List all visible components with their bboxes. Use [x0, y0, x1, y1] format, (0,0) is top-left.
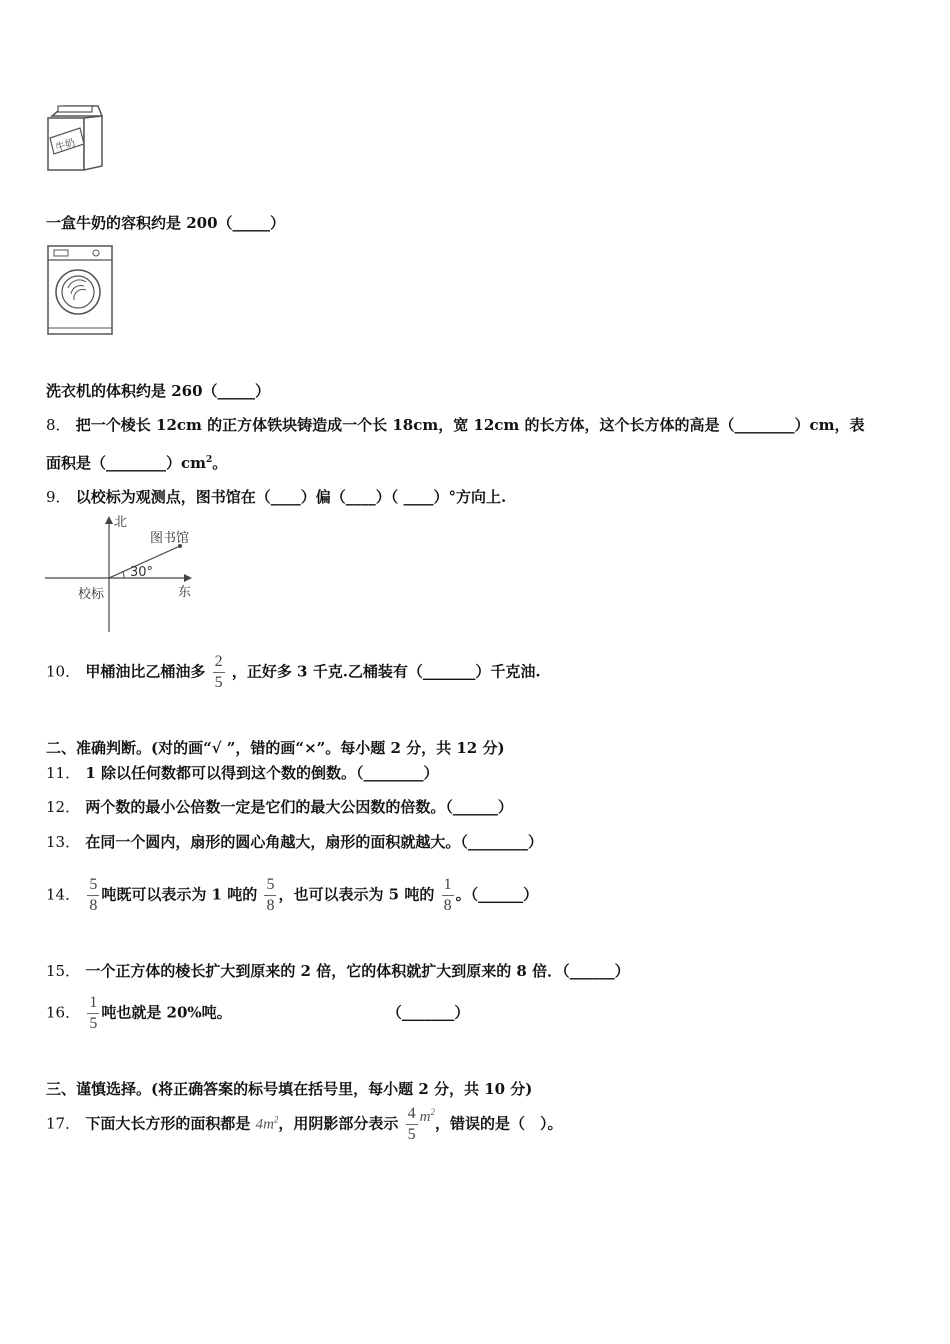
question-14-end: 。（______）: [455, 885, 539, 904]
question-14: [46, 875, 538, 916]
area-value: 4m: [255, 1116, 274, 1133]
question-17: [46, 1104, 563, 1145]
question-16-text: 吨也就是 20%吨。: [101, 1003, 232, 1022]
question-washer-text: 洗衣机的体积约是 260（_____）: [46, 382, 271, 400]
section-3-title: [46, 1078, 532, 1099]
question-number: 10．: [46, 662, 81, 681]
question-number: 14．: [46, 885, 81, 904]
section-3-title-text: 三、谨慎选择。(将正确答案的标号填在括号里，每小题 2 分，共 10 分): [46, 1080, 533, 1098]
question-17-pre: 下面大长方形的面积都是: [85, 1114, 251, 1133]
unit-m: m: [419, 1108, 431, 1125]
fraction-denominator: 5: [407, 1126, 416, 1143]
fraction-numerator: 1: [89, 994, 98, 1011]
question-milk: [46, 212, 285, 233]
compass-angle-label: 30°: [130, 565, 154, 580]
section-2-title-text: 二、准确判断。(对的画“√ ”，错的画“×”。每小题 2 分，共 12 分): [46, 739, 505, 757]
fraction: [87, 875, 99, 916]
question-number: 12．: [46, 798, 81, 816]
question-11: [46, 762, 439, 783]
question-14-mid1: 吨既可以表示为 1 吨的: [101, 885, 258, 904]
milk-carton-label: 牛奶: [54, 137, 77, 155]
milk-carton-image: [44, 104, 106, 174]
question-8-line2: 面积是（________）cm: [46, 454, 207, 472]
fraction-denominator: 5: [214, 674, 223, 691]
question-10: [46, 652, 541, 693]
question-9: [46, 486, 506, 507]
superscript: 2: [206, 455, 213, 465]
compass-east-label: 东: [178, 585, 192, 600]
question-8-continued: [46, 452, 227, 473]
fraction-numerator: 4: [407, 1105, 416, 1122]
fraction-denominator: 5: [89, 1015, 98, 1032]
question-11-text: 1 除以任何数都可以得到这个数的倒数。（________）: [85, 764, 439, 782]
fraction-numerator: 2: [214, 653, 223, 670]
washing-machine-image: [44, 244, 116, 336]
question-number: 17．: [46, 1114, 81, 1133]
question-13-text: 在同一个圆内，扇形的圆心角越大，扇形的面积就越大。（________）: [85, 833, 543, 851]
question-number: 8．: [46, 416, 71, 434]
question-12: [46, 796, 513, 817]
question-15: [46, 960, 630, 981]
question-10-pre: 甲桶油比乙桶油多: [85, 662, 206, 681]
compass-diagram: [40, 512, 210, 637]
question-12-text: 两个数的最小公倍数一定是它们的最大公因数的倍数。（______）: [85, 798, 513, 816]
question-number: 9．: [46, 488, 71, 506]
compass-origin-label: 校标: [78, 587, 105, 602]
fraction-denominator: 8: [443, 897, 452, 914]
question-milk-text: 一盒牛奶的容积约是 200（_____）: [46, 214, 286, 232]
compass-north-label: 北: [114, 515, 128, 530]
question-washer: [46, 380, 270, 401]
fraction: [406, 1104, 418, 1145]
question-17-end: ，错误的是（ ）。: [435, 1114, 563, 1133]
question-number: 13．: [46, 833, 81, 851]
fraction-numerator: 1: [443, 876, 452, 893]
question-16: [46, 993, 469, 1034]
question-9-text: 以校标为观测点，图书馆在（____）偏（____）（ ____）°方向上.: [75, 488, 507, 506]
fraction-denominator: 8: [89, 897, 98, 914]
fraction: [87, 993, 99, 1034]
question-14-mid2: ，也可以表示为 5 吨的: [278, 885, 435, 904]
question-15-text: 一个正方体的棱长扩大到原来的 2 倍，它的体积就扩大到原来的 8 倍．（______）: [85, 962, 630, 980]
question-13: [46, 831, 543, 852]
question-8-line1: 把一个棱长 12cm 的正方体铁块铸造成一个长 18cm，宽 12cm 的长方体，这个长方体的高是（________）cm，表: [75, 416, 865, 434]
question-number: 15．: [46, 962, 81, 980]
area-superscript: 2: [273, 1114, 279, 1125]
unit-superscript: 2: [430, 1106, 436, 1117]
question-8-end: 。: [212, 454, 228, 472]
question-8: [46, 414, 865, 435]
compass-target-label: 图书馆: [150, 531, 190, 546]
question-number: 16．: [46, 1003, 81, 1022]
question-number: 11．: [46, 764, 81, 782]
fraction: [264, 875, 276, 916]
fraction-numerator: 5: [89, 876, 98, 893]
fraction: [213, 652, 225, 693]
question-16-blank: （_______）: [386, 1003, 470, 1022]
fraction-numerator: 5: [266, 876, 275, 893]
fraction-denominator: 8: [266, 897, 275, 914]
question-17-mid: ，用阴影部分表示: [278, 1114, 399, 1133]
fraction: [442, 875, 454, 916]
question-10-post: ，正好多 3 千克.乙桶装有（_______）千克油.: [231, 662, 541, 681]
section-2-title: [46, 737, 505, 758]
